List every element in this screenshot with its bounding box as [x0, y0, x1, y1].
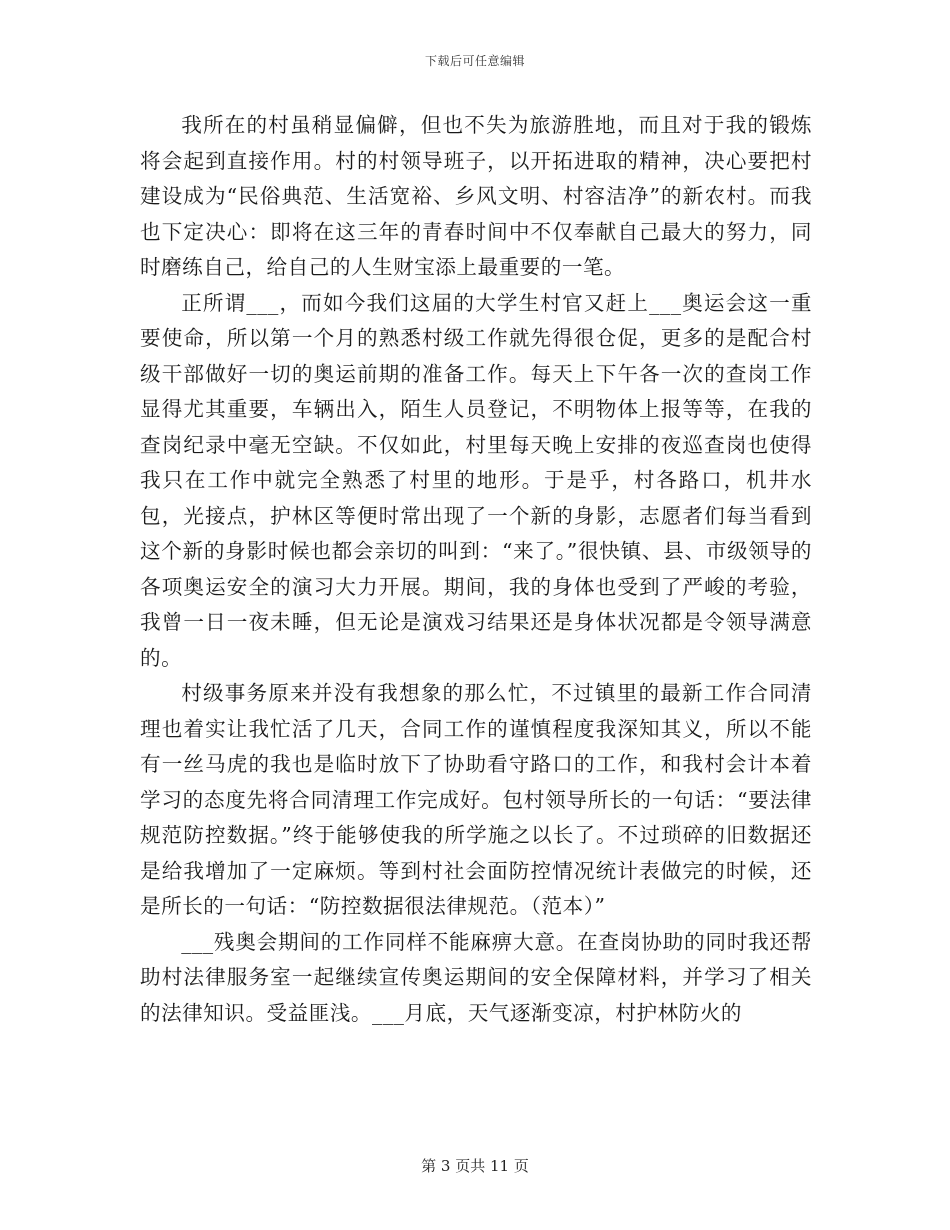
paragraph-3: 村级事务原来并没有我想象的那么忙，不过镇里的最新工作合同清理也着实让我忙活了几天，合同工作的谨慎程度我深知其义，所以不能有一丝马虎的我也是临时放下了协助看守路口的工作，和我村会计本着学习的态度先将合同清理工作完成好。包村领导所长的一句话：“要法律规范防控数据。”终于能够使我的所学施之以长了。不过琐碎的旧数据还是给我增加了一定麻烦。等到村社会面防控情况统计表做完的时候，还是所长的一句话：“防控数据很法律规范。（范本）”	[140, 681, 812, 918]
paragraph-2: 正所谓___，而如今我们这届的大学生村官又赶上___奥运会这一重要使命，所以第一个月的熟悉村级工作就先得很仓促，更多的是配合村级干部做好一切的奥运前期的准备工作。每天上下午各一次的查岗工作显得尤其重要，车辆出入，陌生人员登记，不明物体上报等等，在我的查岗纪录中毫无空缺。不仅如此，村里每天晚上安排的夜巡查岗也使得我只在工作中就完全熟悉了村里的地形。于是乎，村各路口，机井水包，光接点，护林区等便时常出现了一个新的身影，志愿者们每当看到这个新的身影时候也都会亲切的叫到：“来了。”很快镇、县、市级领导的各项奥运安全的演习大力开展。期间，我的身体也受到了严峻的考验，我曾一日一夜未睡，但无论是演戏习结果还是身体状况都是令领导满意的。	[140, 290, 812, 670]
document-body	[140, 108, 812, 1031]
page-number: 第 3 页共 11 页	[421, 1157, 529, 1175]
page-header-note: 下载后可任意编辑	[424, 54, 525, 68]
paragraph-4: ___残奥会期间的工作同样不能麻痹大意。在查岗协助的同时我还帮助村法律服务室一起继续宣传奥运期间的安全保障材料，并学习了相关的法律知识。受益匪浅。___月底，天气逐渐变凉，村护林防火的	[140, 929, 812, 1025]
paragraph-1: 我所在的村虽稍显偏僻，但也不失为旅游胜地，而且对于我的锻炼将会起到直接作用。村的村领导班子，以开拓进取的精神，决心要把村建设成为“民俗典范、生活宽裕、乡风文明、村容洁净”的新农村。而我也下定决心：即将在这三年的青春时间中不仅奉献自己最大的努力，同时磨练自己，给自己的人生财宝添上最重要的一笔。	[140, 113, 812, 279]
